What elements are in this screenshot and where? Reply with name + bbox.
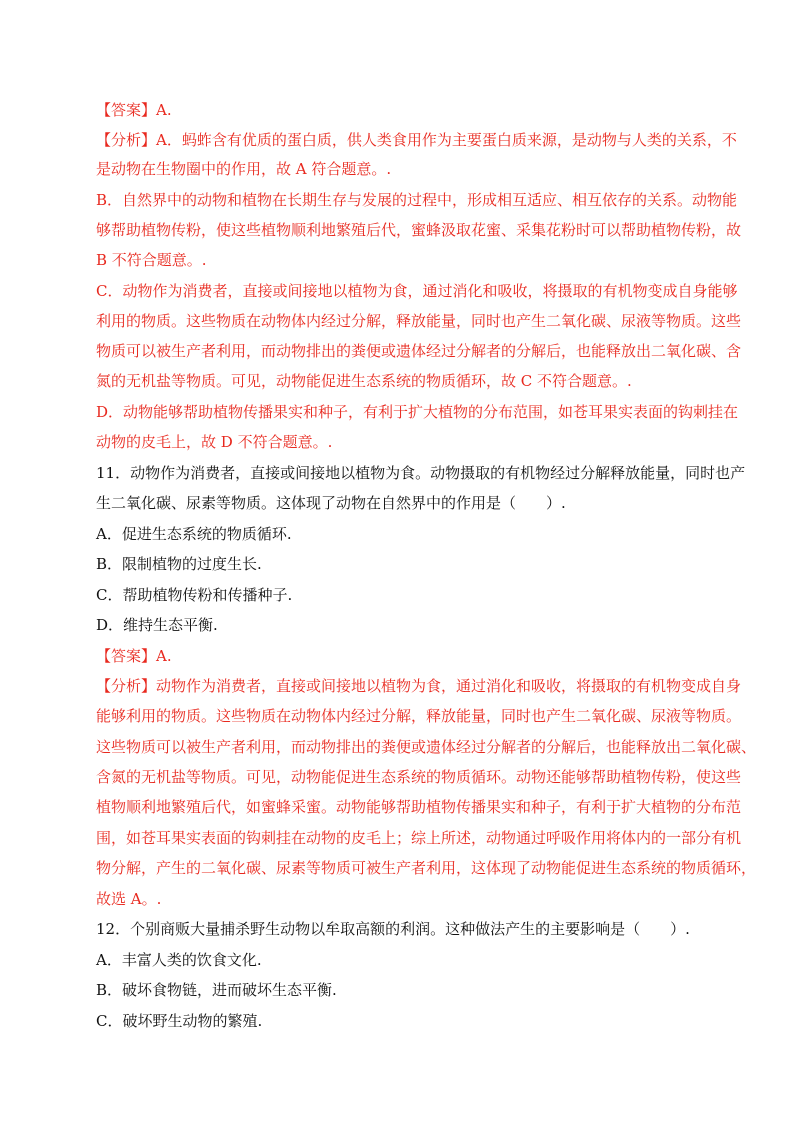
analysis-line: 动物的皮毛上，故 D 不符合题意。. (96, 433, 333, 451)
analysis-line: B 不符合题意。. (96, 251, 207, 269)
question-11-option-b: B．限制植物的过度生长. (96, 555, 262, 573)
analysis-line: 这些物质可以被生产者利用，而动物排出的粪便或遗体经过分解者的分解后，也能释放出二氧化碳、 (96, 738, 757, 756)
question-12-option-a: A．丰富人类的饮食文化. (96, 951, 262, 969)
question-12-option-b: B．破坏食物链，进而破坏生态平衡. (96, 981, 337, 999)
analysis-line: 能够利用的物质。这些物质在动物体内经过分解，释放能量，同时也产生二氧化碳、尿液等物质。 (96, 707, 742, 725)
question-11-option-d: D．维持生态平衡. (96, 616, 218, 634)
answer-label-11: 【答案】A. (96, 647, 172, 665)
answer-label-prev: 【答案】A. (96, 101, 172, 119)
analysis-line: 物分解，产生的二氧化碳、尿素等物质可被生产者利用，这体现了动物能促进生态系统的物质循环， (96, 859, 757, 877)
question-12-option-c: C．破坏野生动物的繁殖. (96, 1012, 263, 1030)
analysis-line: 物质可以被生产者利用，而动物排出的粪便或遗体经过分解者的分解后，也能释放出二氧化碳、含 (96, 342, 742, 360)
analysis-line: B．自然界中的动物和植物在长期生存与发展的过程中，形成相互适应、相互依存的关系。动物能 (96, 191, 738, 209)
analysis-line: 利用的物质。这些物质在动物体内经过分解，释放能量，同时也产生二氧化碳、尿液等物质。这些 (96, 312, 742, 330)
analysis-line: 【分析】动物作为消费者，直接或间接地以植物为食，通过消化和吸收，将摄取的有机物变成自身 (96, 677, 742, 695)
analysis-line: 够帮助植物传粉，使这些植物顺利地繁殖后代，蜜蜂汲取花蜜、采集花粉时可以帮助植物传粉，故 (96, 221, 742, 239)
question-11-option-a: A．促进生态系统的物质循环. (96, 525, 292, 543)
analysis-line: 植物顺利地繁殖后代，如蜜蜂采蜜。动物能够帮助植物传播果实和种子，有利于扩大植物的分布范 (96, 798, 742, 816)
question-12-stem: 12．个别商贩大量捕杀野生动物以牟取高额的利润。这种做法产生的主要影响是（ ）. (96, 920, 690, 938)
analysis-line: 含氮的无机盐等物质。可见，动物能促进生态系统的物质循环。动物还能够帮助植物传粉，使这些 (96, 768, 742, 786)
analysis-line: D．动物能够帮助植物传播果实和种子，有利于扩大植物的分布范围，如苍耳果实表面的钩刺挂在 (96, 403, 739, 421)
analysis-line: 【分析】A．蚂蚱含有优质的蛋白质，供人类食用作为主要蛋白质来源，是动物与人类的关系，不 (96, 131, 737, 149)
analysis-line: C．动物作为消费者，直接或间接地以植物为食，通过消化和吸收，将摄取的有机物变成自身能够 (96, 282, 738, 300)
analysis-line: 故选 A。. (96, 890, 162, 908)
question-11-stem: 11．动物作为消费者，直接或间接地以植物为食。动物摄取的有机物经过分解释放能量，同时也产 (96, 464, 746, 482)
analysis-line: 氮的无机盐等物质。可见，动物能促进生态系统的物质循环，故 C 不符合题意。. (96, 372, 632, 390)
question-11-stem: 生二氧化碳、尿素等物质。这体现了动物在自然界中的作用是（ ）. (96, 494, 566, 512)
analysis-line: 围，如苍耳果实表面的钩刺挂在动物的皮毛上；综上所述，动物通过呼吸作用将体内的一部分有机 (96, 829, 742, 847)
question-11-option-c: C．帮助植物传粉和传播种子. (96, 586, 293, 604)
analysis-line: 是动物在生物圈中的作用，故 A 符合题意。. (96, 160, 392, 178)
